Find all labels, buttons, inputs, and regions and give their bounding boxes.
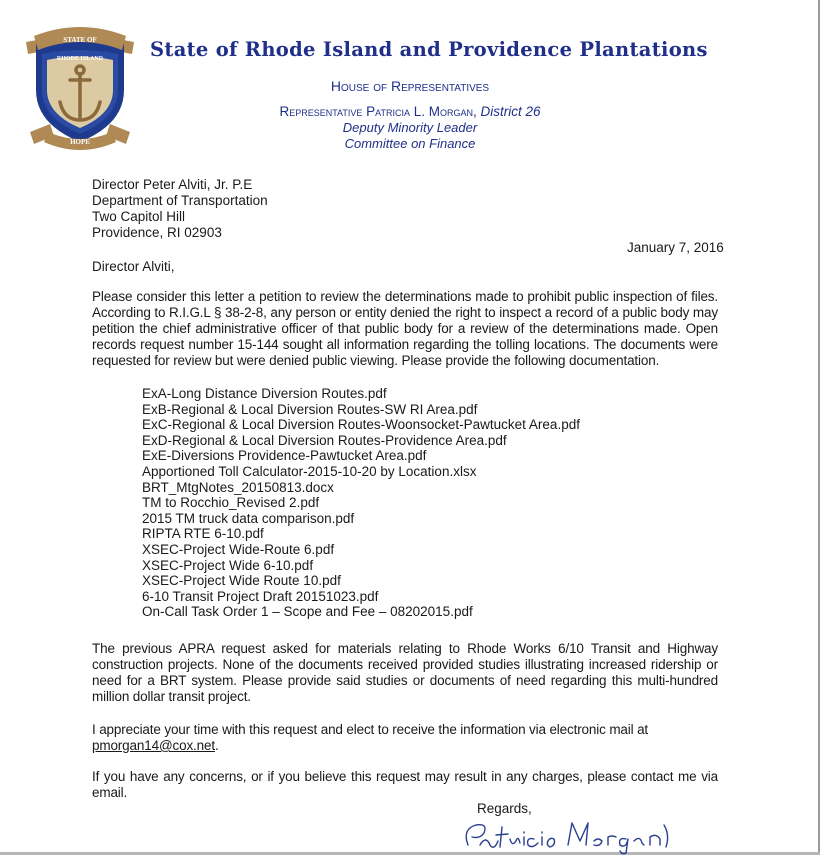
electronic-mail-text: I appreciate your time with this request and elect to receive the information via electronic mail at: [92, 722, 649, 737]
representative-line: [200, 103, 620, 120]
letter-date: January 7, 2016: [627, 240, 724, 255]
closing: Regards,: [477, 801, 532, 816]
salutation: Director Alviti,: [92, 259, 175, 274]
recipient-line: Providence, RI 02903: [92, 225, 222, 240]
file-item: ExE-Diversions Providence-Pawtucket Area.pdf: [142, 448, 427, 464]
district: District 26: [480, 104, 541, 119]
house-of-representatives: House of Representatives: [330, 78, 490, 94]
file-item: RIPTA RTE 6-10.pdf: [142, 526, 264, 542]
apra-paragraph: The previous APRA request asked for materials relating to Rhode Works 6/10 Transit and Highway construction projects. None of the documents received provided studies illustrating increased ridership or need for a BRT system. Please provide said studies or documents of need regarding this multi-hundred million dollar transit project.: [92, 641, 718, 704]
file-item: BRT_MtgNotes_20150813.docx: [142, 479, 334, 495]
concerns-paragraph: If you have any concerns, or if you believe this request may result in any charges, please contact me via email.: [92, 769, 718, 800]
file-item: XSEC-Project Wide 6-10.pdf: [142, 557, 314, 573]
file-item: ExB-Regional & Local Diversion Routes-SW RI Area.pdf: [142, 401, 478, 417]
signature: [458, 815, 688, 855]
recipient-line: Director Peter Alviti, Jr. P.E: [92, 177, 253, 192]
committee-title: Committee on Finance: [344, 136, 476, 151]
file-item: 6-10 Transit Project Draft 20151023.pdf: [142, 588, 379, 604]
seal-hope-text: HOPE: [70, 138, 90, 146]
email-link[interactable]: pmorgan14@cox.net: [92, 738, 215, 753]
state-title: State of Rhode Island and Providence Plantations: [150, 38, 708, 61]
requested-files-list: [142, 386, 580, 620]
file-item: ExD-Regional & Local Diversion Routes-Providence Area.pdf: [142, 432, 507, 448]
file-item: Apportioned Toll Calculator-2015-10-20 by Location.xlsx: [142, 463, 477, 479]
file-item: XSEC-Project Wide-Route 6.pdf: [142, 541, 335, 557]
file-item: 2015 TM truck data comparison.pdf: [142, 510, 355, 526]
letterhead: [200, 78, 620, 152]
state-seal: [20, 20, 140, 150]
petition-paragraph: Please consider this letter a petition to review the determinations made to prohibit public inspection of files. According to R.I.G.L § 38-2-8, any person or entity denied the right to inspect a record of a public body may petition the chief administrative officer of that public body for a review of the determinations made. Open records request number 15-144 sought all information regarding the tolling locations. The documents were requested for review but were denied public viewing. Please provide the following documentation.: [92, 289, 718, 368]
seal-top-text: STATE OF: [63, 36, 97, 44]
seal-ring-text: RHODE ISLAND: [56, 56, 104, 62]
recipient-address: [92, 177, 268, 241]
representative-name: Representative Patricia L. Morgan,: [279, 104, 481, 119]
file-item: XSEC-Project Wide Route 10.pdf: [142, 573, 341, 589]
recipient-line: Department of Transportation: [92, 193, 268, 208]
file-item: ExA-Long Distance Diversion Routes.pdf: [142, 386, 387, 401]
recipient-line: Two Capitol Hill: [92, 209, 186, 224]
file-item: ExC-Regional & Local Diversion Routes-Woonsocket-Pawtucket Area.pdf: [142, 417, 580, 433]
electronic-mail-paragraph: [92, 722, 718, 754]
email-period: .: [214, 738, 219, 753]
file-item: TM to Rocchio_Revised 2.pdf: [142, 495, 320, 511]
deputy-leader-title: Deputy Minority Leader: [342, 120, 478, 135]
file-item: On-Call Task Order 1 – Scope and Fee – 08202015.pdf: [142, 604, 473, 620]
